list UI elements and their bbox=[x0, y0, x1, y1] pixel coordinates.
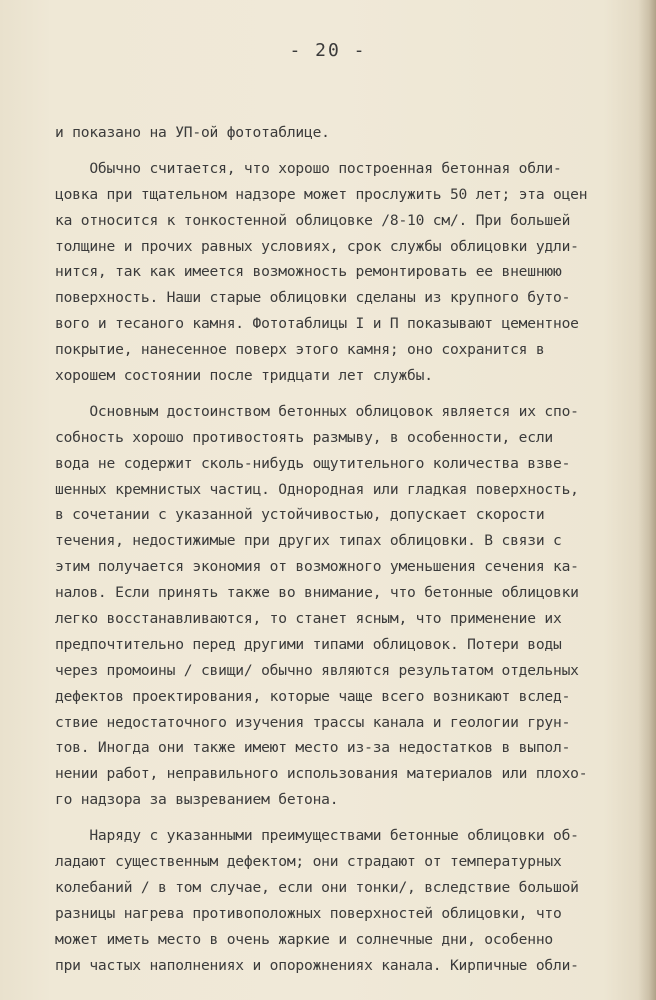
page-edge-shadow bbox=[638, 0, 656, 1000]
text-line: Основным достоинством бетонных облицовок является их спо- bbox=[55, 402, 579, 420]
text-line: собность хорошо противостоять размыву, в особенности, если bbox=[55, 428, 553, 446]
text-line: ка относится к тонкостенной облицовке /8-10 см/. При большей bbox=[55, 211, 571, 229]
text-line: го надзора за вызреванием бетона. bbox=[55, 791, 339, 809]
text-line: разницы нагрева противоположных поверхностей облицовки, что bbox=[55, 904, 562, 922]
text-line: налов. Если принять также во внимание, что бетонные облицовки bbox=[55, 584, 579, 602]
text-line: может иметь место в очень жаркие и солнечные дни, особенно bbox=[55, 930, 553, 948]
text-line: этим получается экономия от возможного уменьшения сечения ка- bbox=[55, 558, 579, 576]
text-line: поверхность. Наши старые облицовки сделаны из крупного буто- bbox=[55, 289, 571, 307]
text-line: при частых наполнениях и опорожнениях канала. Кирпичные обли- bbox=[55, 956, 579, 974]
text-line: толщине и прочих равных условиях, срок службы облицовки удли- bbox=[55, 237, 579, 255]
paragraph-gap bbox=[55, 389, 615, 399]
text-line: тов. Иногда они также имеют место из-за недостатков в выпол- bbox=[55, 739, 571, 757]
paragraph bbox=[55, 399, 615, 813]
text-line: в сочетании с указанной устойчивостью, допускает скорости bbox=[55, 506, 545, 524]
page-number: - 20 - bbox=[289, 40, 367, 61]
paragraph-gap bbox=[55, 813, 615, 823]
text-line: предпочтительно перед другими типами облицовок. Потери воды bbox=[55, 635, 562, 653]
text-line: и показано на УП-ой фототаблице. bbox=[55, 124, 330, 141]
text-line: ствие недостаточного изучения трассы канала и геологии грун- bbox=[55, 713, 571, 731]
text-line: шенных кремнистых частиц. Однородная или гладкая поверхность, bbox=[55, 480, 579, 498]
text-line: хорошем состоянии после тридцати лет службы. bbox=[55, 367, 433, 385]
text-line: течения, недостижимые при других типах облицовки. В связи с bbox=[55, 532, 562, 550]
text-line: цовка при тщательном надзоре может прослужить 50 лет; эта оцен bbox=[55, 185, 588, 203]
text-line: дефектов проектирования, которые чаще всего возникают вслед- bbox=[55, 687, 571, 705]
paragraph bbox=[55, 156, 615, 389]
text-line: через промоины / свищи/ обычно являются результатом отдельных bbox=[55, 661, 579, 679]
text-line: нении работ, неправильного использования материалов или плохо- bbox=[55, 765, 588, 783]
text-line: нится, так как имеется возможность ремонтировать ее внешнюю bbox=[55, 263, 562, 281]
paragraph bbox=[55, 120, 615, 146]
paragraph bbox=[55, 823, 615, 978]
text-line: легко восстанавливаются, то станет ясным, что применение их bbox=[55, 610, 562, 628]
text-line: Обычно считается, что хорошо построенная бетонная обли- bbox=[55, 159, 562, 177]
text-line: ладают существенным дефектом; они страдают от температурных bbox=[55, 853, 562, 871]
text-line: вого и тесаного камня. Фототаблицы I и П показывают цементное bbox=[55, 315, 579, 333]
text-line: Наряду с указанными преимуществами бетонные облицовки об- bbox=[55, 827, 579, 845]
text-line: колебаний / в том случае, если они тонки/, вследствие большой bbox=[55, 878, 579, 896]
paragraph-gap bbox=[55, 146, 615, 156]
text-line: покрытие, нанесенное поверх этого камня; оно сохранится в bbox=[55, 341, 545, 359]
body-text bbox=[55, 120, 615, 979]
text-line: вода не содержит сколь-нибудь ощутительного количества взве- bbox=[55, 454, 571, 472]
